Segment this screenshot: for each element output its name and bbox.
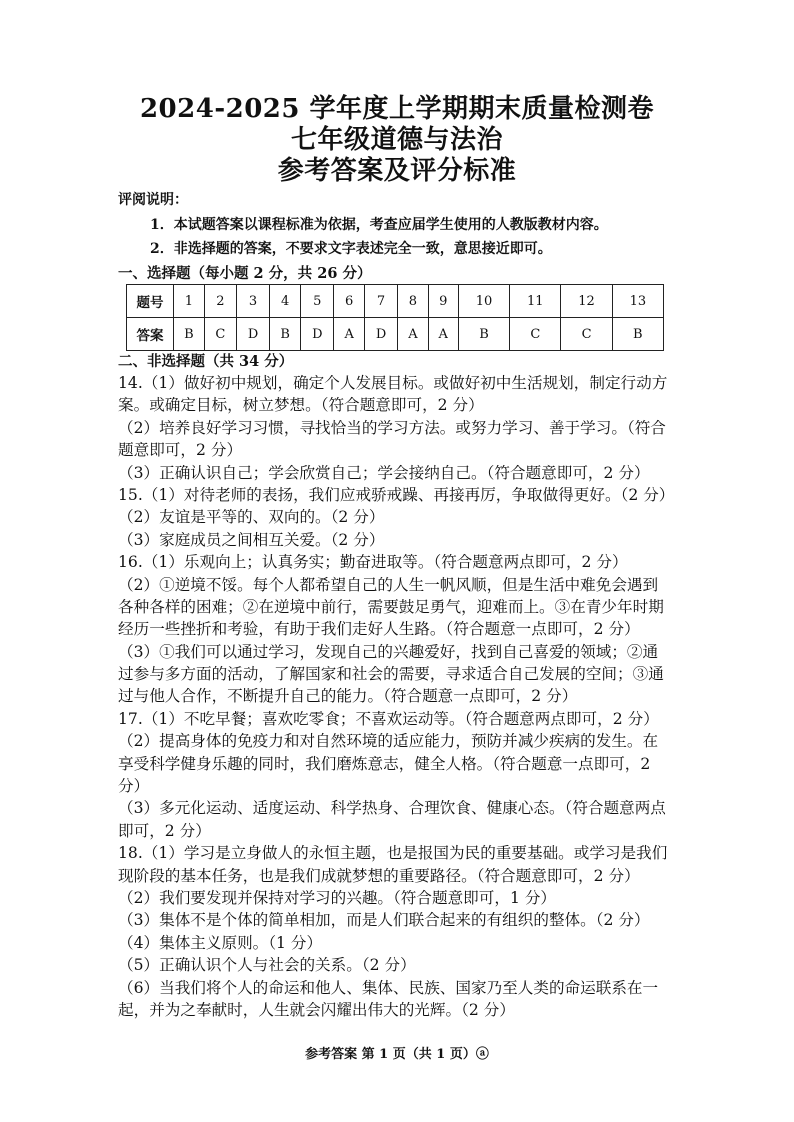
grading-notes-heading: 评阅说明：	[118, 192, 188, 208]
section-choice-title: 一、选择题（每小题 2 分，共 26 分）	[118, 265, 372, 282]
answer-line: （3）①我们可以通过学习，发现自己的兴趣爱好，找到自己喜爱的领域；②通	[118, 642, 659, 661]
answer-cell: A	[334, 318, 364, 351]
title-grade-subject: 七年级道德与法治	[290, 125, 503, 155]
answer-cell: D	[364, 318, 397, 351]
answer-line: 过与他人合作，不断提升自己的能力。（符合题意一点即可，2 分）	[118, 687, 578, 706]
answer-cell: B	[270, 318, 301, 351]
question-number-cell: 12	[561, 285, 612, 318]
grading-note-2: 2．非选择题的答案，不要求文字表述完全一致，意思接近即可。	[150, 241, 552, 257]
question-number-cell: 2	[204, 285, 236, 318]
question-number-cell: 10	[458, 285, 509, 318]
answer-line: （2）提高身体的免疫力和对自然环境的适应能力，预防并减少疾病的发生。在	[118, 732, 659, 751]
answer-line: 16.（1）乐观向上；认真务实；勤奋进取等。（符合题意两点即可，2 分）	[118, 553, 628, 572]
grading-notes	[118, 190, 698, 262]
nonchoice-answers	[118, 372, 678, 1021]
answer-line: （3）家庭成员之间相互关爱。（2 分）	[118, 530, 385, 549]
answer-line: 现阶段的基本任务，也是我们成就梦想的重要路径。（符合题意即可，2 分）	[118, 866, 640, 885]
answer-line: 经历一些挫折和考验，有助于我们走好人生路。（符合题意一点即可，2 分）	[118, 620, 640, 639]
answer-line: 起，并为之奉献时，人生就会闪耀出伟大的光辉。（2 分）	[118, 1000, 515, 1019]
answer-line: 题意即可，2 分）	[118, 441, 243, 460]
title-answer-key: 参考答案及评分标准	[277, 156, 517, 186]
answer-line: （3）正确认识自己；学会欣赏自己；学会接纳自己。（符合题意即可，2 分）	[118, 463, 650, 482]
answer-label: 答案	[127, 318, 174, 351]
question-number-cell: 9	[428, 285, 458, 318]
answer-cell: D	[236, 318, 269, 351]
section-nonchoice-title: 二、非选择题（共 34 分）	[118, 353, 294, 370]
question-number-cell: 11	[510, 285, 561, 318]
answer-cell: C	[561, 318, 612, 351]
answer-line: 分）	[118, 777, 150, 796]
answer-row	[127, 318, 664, 351]
answer-line: 即可，2 分）	[118, 821, 211, 840]
answer-line: （2）我们要发现并保持对学习的兴趣。（符合题意即可，1 分）	[118, 888, 557, 907]
question-number-cell: 13	[612, 285, 663, 318]
answer-cell: A	[398, 318, 428, 351]
answer-line: （4）集体主义原则。（1 分）	[118, 933, 323, 952]
question-number-cell: 5	[301, 285, 334, 318]
question-number-row	[127, 285, 664, 318]
answer-line: 18.（1）学习是立身做人的永恒主题，也是报国为民的重要基础。或学习是我们	[118, 844, 668, 863]
answer-line: 17.（1）不吃早餐；喜欢吃零食；不喜欢运动等。（符合题意两点即可，2 分）	[118, 709, 659, 728]
answer-line: （3）多元化运动、适度运动、科学热身、合理饮食、健康心态。（符合题意两点	[118, 799, 666, 818]
answer-line: （2）①逆境不馁。每个人都希望自己的人生一帆风顺，但是生活中难免会遇到	[118, 575, 659, 594]
question-number-cell: 7	[364, 285, 397, 318]
question-number-cell: 6	[334, 285, 364, 318]
answer-line: 各种各样的困难；②在逆境中前行，需要鼓足勇气，迎难而上。③在青少年时期	[118, 597, 664, 616]
answer-line: 14.（1）做好初中规划，确定个人发展目标。或做好初中生活规划，制定行动方	[118, 374, 668, 392]
answer-cell: A	[428, 318, 458, 351]
question-number-cell: 3	[236, 285, 269, 318]
answer-line: （3）集体不是个体的简单相加，而是人们联合起来的有组织的整体。（2 分）	[118, 911, 650, 930]
answer-line: 过参与多方面的活动，了解国家和社会的需要，寻求适合自己发展的空间；③通	[118, 665, 664, 684]
question-number-cell: 4	[270, 285, 301, 318]
title-exam-name: 2024-2025 学年度上学期期末质量检测卷	[139, 94, 655, 124]
answer-cell: C	[510, 318, 561, 351]
answer-line: 享受科学健身乐趣的同时，我们磨炼意志，健全人格。（符合题意一点即可，2	[118, 754, 651, 773]
answer-cell: B	[612, 318, 663, 351]
answer-cell: B	[174, 318, 205, 351]
answer-line: （2）友谊是平等的、双向的。（2 分）	[118, 508, 385, 527]
grading-note-1: 1．本试题答案以课程标准为依据，考查应届学生使用的人教版教材内容。	[150, 217, 608, 233]
answer-line: （5）正确认识个人与社会的关系。（2 分）	[118, 956, 416, 975]
answer-line: （2）培养良好学习习惯，寻找恰当的学习方法。或努力学习、善于学习。（符合	[118, 418, 666, 437]
page-footer: 参考答案 第 1 页（共 1 页）ⓐ	[305, 1047, 489, 1062]
answer-line: 案。或确定目标，树立梦想。（符合题意即可，2 分）	[118, 396, 484, 415]
document-title-block	[0, 94, 794, 187]
answer-line: 15.（1）对待老师的表扬，我们应戒骄戒躁、再接再厉，争取做得更好。（2 分）	[118, 485, 675, 504]
question-number-cell: 8	[398, 285, 428, 318]
answer-line: （6）当我们将个人的命运和他人、集体、民族、国家乃至人类的命运联系在一	[118, 978, 659, 997]
answer-cell: D	[301, 318, 334, 351]
answer-cell: C	[204, 318, 236, 351]
choice-answer-table	[126, 284, 664, 351]
question-number-label: 题号	[127, 285, 174, 318]
question-number-cell: 1	[174, 285, 205, 318]
answer-cell: B	[458, 318, 509, 351]
